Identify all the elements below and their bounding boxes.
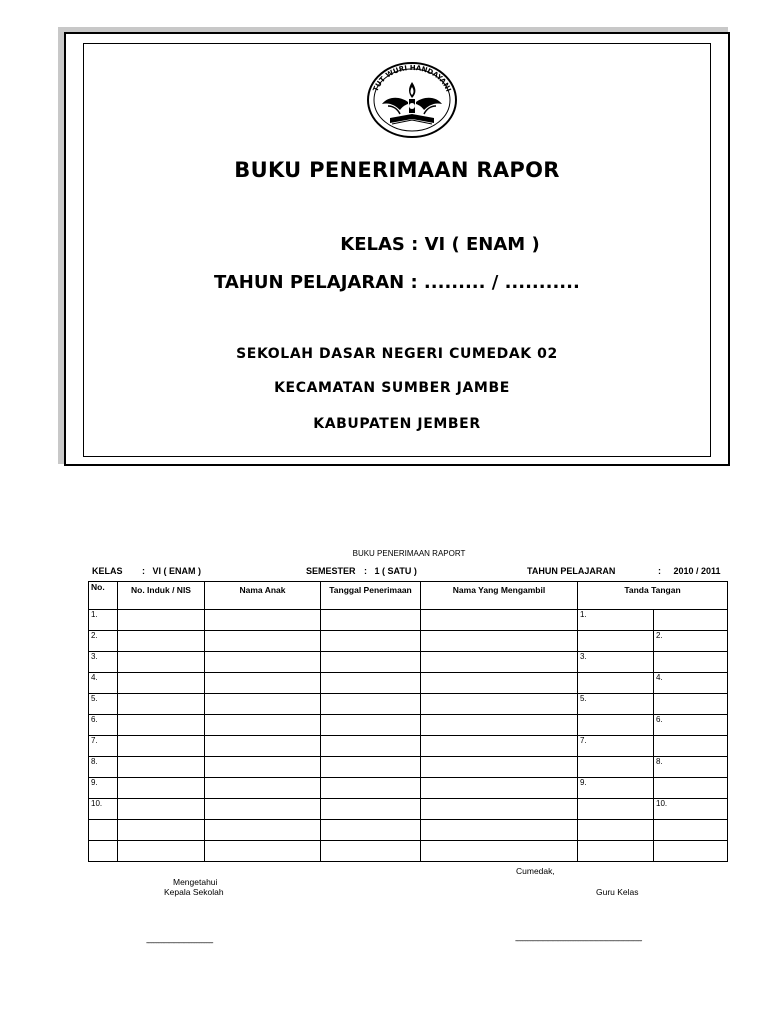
header-tahun (527, 566, 721, 576)
cell-pengambil (421, 799, 578, 820)
cell-nis (118, 610, 205, 631)
table-row (89, 799, 728, 820)
cell-no: 5. (89, 694, 118, 715)
cell-ttd-left (578, 757, 654, 778)
cell-ttd-left (578, 799, 654, 820)
header-semester (306, 566, 417, 576)
cell-tanggal (321, 841, 421, 862)
cell-nama-anak (205, 799, 321, 820)
cell-ttd-right (654, 736, 728, 757)
cell-nama-anak (205, 652, 321, 673)
cell-pengambil (421, 610, 578, 631)
cell-nama-anak (205, 841, 321, 862)
table-row (89, 715, 728, 736)
cell-no (89, 841, 118, 862)
cell-ttd-left (578, 673, 654, 694)
table-row (89, 610, 728, 631)
cell-nis (118, 715, 205, 736)
cell-ttd-right (654, 694, 728, 715)
table-row (89, 694, 728, 715)
signature-line-guru: ---------------------------------------------------------------------------- (515, 936, 642, 945)
cell-ttd-left (578, 820, 654, 841)
footer-mengetahui: Mengetahui (173, 877, 218, 887)
cell-nis (118, 673, 205, 694)
cell-no: 1. (89, 610, 118, 631)
col-header-pengambil: Nama Yang Mengambil (421, 582, 578, 610)
cell-nama-anak (205, 715, 321, 736)
col-header-nama-anak: Nama Anak (205, 582, 321, 610)
cell-pengambil (421, 778, 578, 799)
cell-no: 9. (89, 778, 118, 799)
cell-no: 2. (89, 631, 118, 652)
cell-tanggal (321, 652, 421, 673)
col-header-no: No. (89, 582, 118, 610)
cell-ttd-left (578, 715, 654, 736)
cover-school-name: SEKOLAH DASAR NEGERI CUMEDAK 02 (236, 346, 558, 362)
footer-place: Cumedak, (516, 866, 555, 876)
header-tahun-value: : 2010 / 2011 (658, 566, 721, 576)
cell-ttd-right: 10. (654, 799, 728, 820)
cell-ttd-right (654, 652, 728, 673)
header-tahun-label: TAHUN PELAJARAN (527, 566, 616, 576)
register-body (89, 610, 728, 862)
cell-nis (118, 841, 205, 862)
cell-nama-anak (205, 694, 321, 715)
cell-ttd-left: 5. (578, 694, 654, 715)
cell-pengambil (421, 757, 578, 778)
cell-nis (118, 631, 205, 652)
cell-nama-anak (205, 631, 321, 652)
cell-nis (118, 820, 205, 841)
cell-ttd-left (578, 841, 654, 862)
cover-inner-border (83, 43, 711, 457)
cell-tanggal (321, 610, 421, 631)
cell-pengambil (421, 715, 578, 736)
cell-tanggal (321, 757, 421, 778)
cell-no: 7. (89, 736, 118, 757)
cell-nama-anak (205, 820, 321, 841)
col-header-tanda-tangan: Tanda Tangan (578, 582, 728, 610)
cell-ttd-right (654, 820, 728, 841)
cell-ttd-right: 6. (654, 715, 728, 736)
cell-tanggal (321, 673, 421, 694)
table-row (89, 673, 728, 694)
col-header-tanggal: Tanggal Penerimaan (321, 582, 421, 610)
cover-kabupaten: KABUPATEN JEMBER (313, 416, 481, 432)
cell-ttd-left: 1. (578, 610, 654, 631)
header-kelas (92, 566, 201, 576)
table-row (89, 631, 728, 652)
cell-tanggal (321, 631, 421, 652)
table-row (89, 778, 728, 799)
cell-ttd-left: 9. (578, 778, 654, 799)
cell-nis (118, 652, 205, 673)
table-row (89, 652, 728, 673)
cover-kelas: KELAS : VI ( ENAM ) (340, 234, 540, 255)
table-row (89, 736, 728, 757)
cell-ttd-right: 2. (654, 631, 728, 652)
footer-kepala-sekolah: Kepala Sekolah (164, 887, 224, 897)
sheet-title: BUKU PENERIMAAN RAPORT (352, 549, 466, 558)
signature-line-kepala: ---------------------------------------- (146, 938, 213, 947)
cell-nis (118, 694, 205, 715)
cell-no: 8. (89, 757, 118, 778)
cell-no: 6. (89, 715, 118, 736)
register-table (88, 581, 728, 862)
cover-kecamatan: KECAMATAN SUMBER JAMBE (274, 380, 510, 396)
cell-nama-anak (205, 610, 321, 631)
col-header-nis: No. Induk / NIS (118, 582, 205, 610)
cell-tanggal (321, 736, 421, 757)
cell-tanggal (321, 778, 421, 799)
cell-ttd-right (654, 841, 728, 862)
cell-pengambil (421, 841, 578, 862)
header-semester-label: SEMESTER (306, 566, 356, 576)
cell-no (89, 820, 118, 841)
table-row (89, 841, 728, 862)
table-row (89, 820, 728, 841)
cell-nama-anak (205, 757, 321, 778)
header-semester-value: : 1 ( SATU ) (364, 566, 417, 576)
header-kelas-value: : VI ( ENAM ) (142, 566, 201, 576)
cell-tanggal (321, 799, 421, 820)
logo-motto-text: TUT WURI HANDAYANI (371, 63, 453, 93)
cell-nama-anak (205, 736, 321, 757)
cell-ttd-right (654, 610, 728, 631)
cell-ttd-right: 4. (654, 673, 728, 694)
cover-tahun-pelajaran: TAHUN PELAJARAN : ......... / ........... (214, 272, 580, 293)
cell-tanggal (321, 715, 421, 736)
header-kelas-label: KELAS (92, 566, 123, 576)
cell-tanggal (321, 820, 421, 841)
cell-pengambil (421, 631, 578, 652)
tut-wuri-handayani-logo (362, 60, 462, 140)
cell-no: 10. (89, 799, 118, 820)
table-row (89, 757, 728, 778)
footer-guru-kelas: Guru Kelas (596, 887, 639, 897)
cell-no: 3. (89, 652, 118, 673)
cell-pengambil (421, 652, 578, 673)
cover-frame (64, 32, 730, 466)
cell-ttd-right: 8. (654, 757, 728, 778)
cell-nama-anak (205, 673, 321, 694)
cover-title: BUKU PENERIMAAN RAPOR (234, 158, 560, 182)
cell-ttd-left: 3. (578, 652, 654, 673)
cell-ttd-left (578, 631, 654, 652)
cell-pengambil (421, 673, 578, 694)
cell-pengambil (421, 694, 578, 715)
cell-nis (118, 778, 205, 799)
cell-ttd-right (654, 778, 728, 799)
cell-tanggal (321, 694, 421, 715)
cell-nis (118, 736, 205, 757)
cell-pengambil (421, 736, 578, 757)
cell-nis (118, 799, 205, 820)
cell-nis (118, 757, 205, 778)
table-header-row (89, 582, 728, 610)
cell-nama-anak (205, 778, 321, 799)
cell-no: 4. (89, 673, 118, 694)
cell-ttd-left: 7. (578, 736, 654, 757)
cell-pengambil (421, 820, 578, 841)
